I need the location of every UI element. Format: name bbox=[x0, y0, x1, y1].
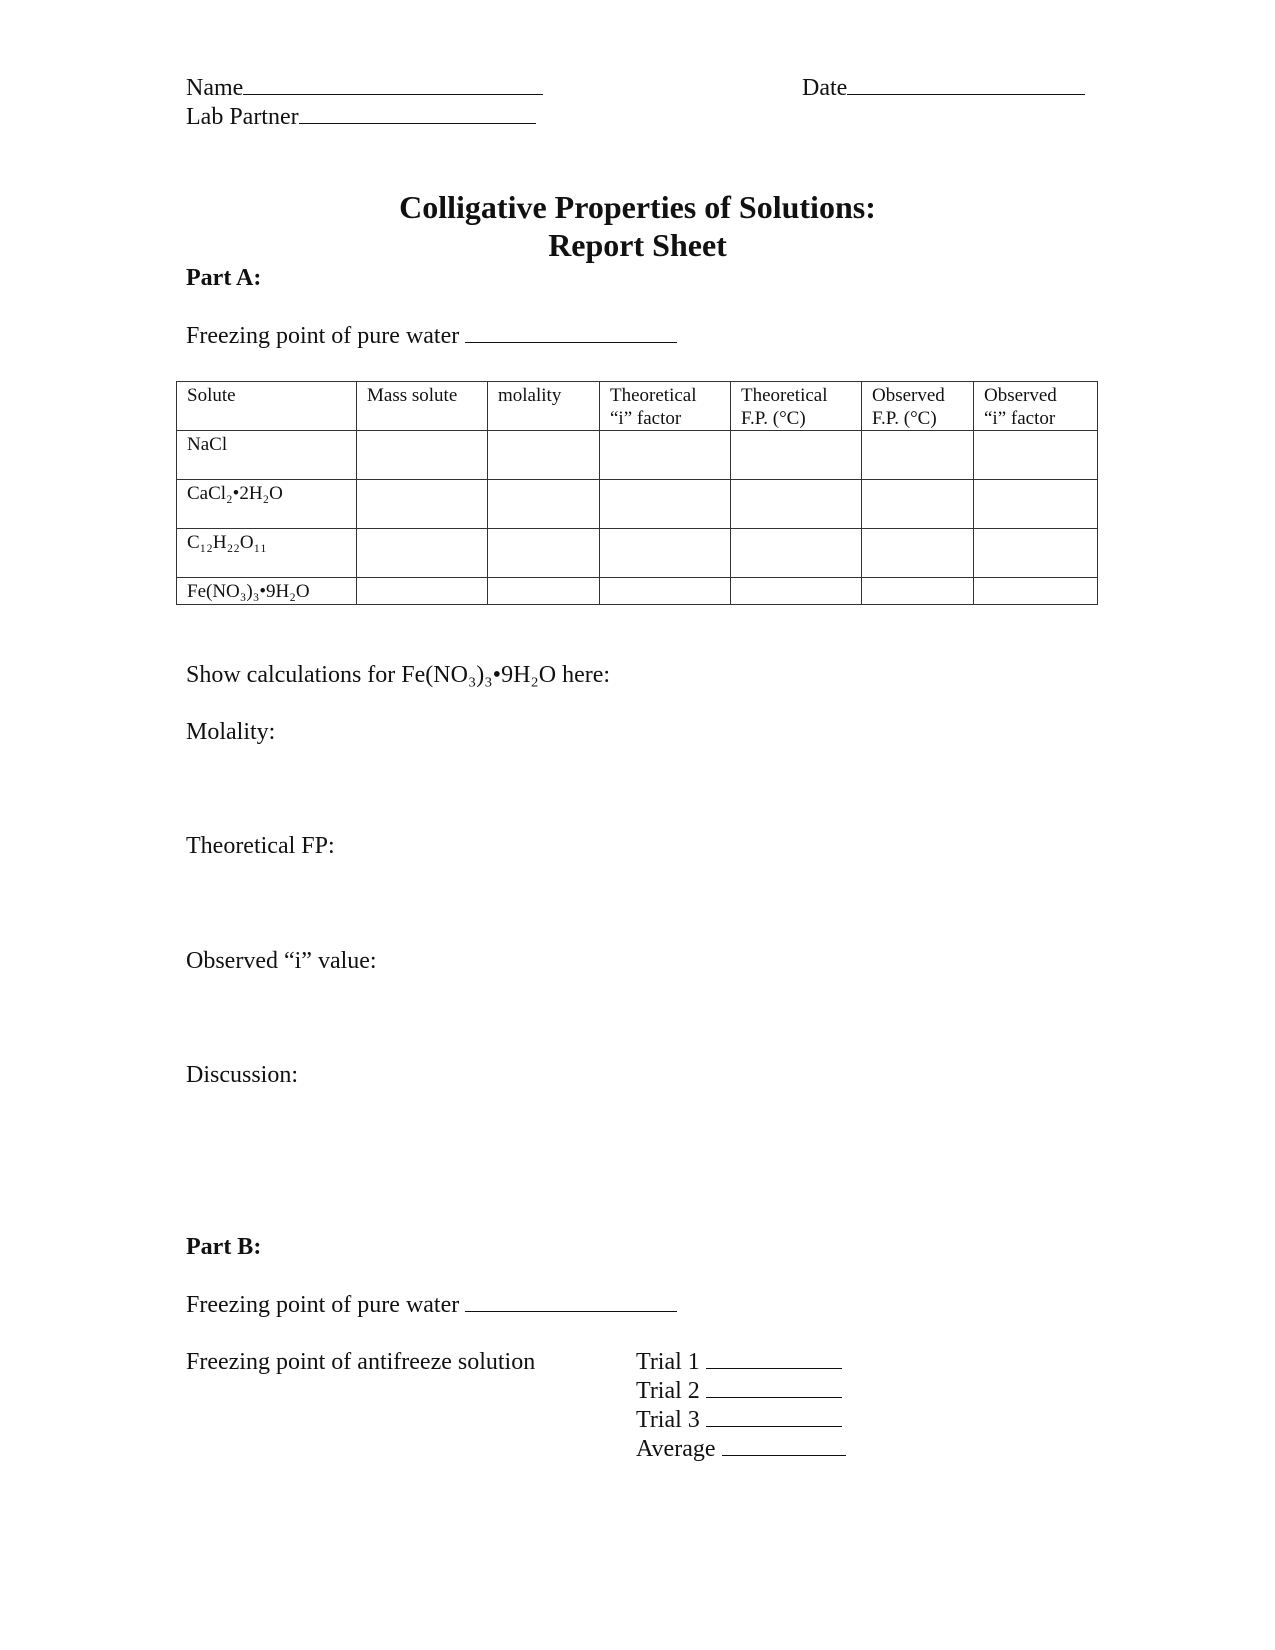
observed-i-label: Observed “i” value: bbox=[186, 948, 377, 974]
part-a-freezing-field[interactable] bbox=[465, 324, 677, 343]
solute-cell: C₁₂H₂₂O₁₁ bbox=[177, 529, 357, 578]
average-row bbox=[636, 1435, 846, 1463]
date-line bbox=[802, 74, 1085, 102]
entry-cell[interactable] bbox=[600, 529, 731, 578]
entry-cell[interactable] bbox=[488, 529, 600, 578]
table-row bbox=[177, 431, 1098, 480]
entry-cell[interactable] bbox=[600, 578, 731, 605]
entry-cell[interactable] bbox=[357, 480, 488, 529]
entry-cell[interactable] bbox=[488, 480, 600, 529]
molality-label: Molality: bbox=[186, 719, 276, 745]
page-title bbox=[0, 188, 1275, 264]
part-b-freezing-line bbox=[186, 1291, 677, 1319]
trial-3-field[interactable] bbox=[706, 1408, 842, 1427]
entry-cell[interactable] bbox=[600, 480, 731, 529]
header-cell: molality bbox=[488, 382, 600, 431]
entry-cell[interactable] bbox=[731, 578, 862, 605]
entry-cell[interactable] bbox=[488, 578, 600, 605]
theoretical-fp-label: Theoretical FP: bbox=[186, 833, 335, 859]
name-line bbox=[186, 74, 543, 102]
entry-cell[interactable] bbox=[974, 578, 1098, 605]
entry-cell[interactable] bbox=[862, 529, 974, 578]
entry-cell[interactable] bbox=[974, 480, 1098, 529]
part-b-freezing-label: Freezing point of pure water bbox=[186, 1292, 460, 1318]
entry-cell[interactable] bbox=[357, 578, 488, 605]
entry-cell[interactable] bbox=[862, 480, 974, 529]
header-cell: Theoretical “i” factor bbox=[600, 382, 731, 431]
part-b-freezing-field[interactable] bbox=[465, 1293, 677, 1312]
discussion-label: Discussion: bbox=[186, 1062, 299, 1088]
table-row bbox=[177, 578, 1098, 605]
entry-cell[interactable] bbox=[974, 431, 1098, 480]
date-field[interactable] bbox=[847, 76, 1085, 95]
average-label: Average bbox=[636, 1436, 716, 1462]
title-line-1: Colligative Properties of Solutions: bbox=[399, 189, 876, 225]
trial-1-field[interactable] bbox=[706, 1350, 842, 1369]
name-field[interactable] bbox=[243, 76, 543, 95]
calc-prompt: Show calculations for Fe(NO₃)₃•9H₂O here: bbox=[186, 662, 611, 688]
entry-cell[interactable] bbox=[488, 431, 600, 480]
entry-cell[interactable] bbox=[974, 529, 1098, 578]
date-label: Date bbox=[802, 75, 848, 101]
trial-label: Trial 1 bbox=[636, 1349, 700, 1375]
solute-table bbox=[176, 381, 1098, 605]
solute-cell: CaCl₂•2H₂O bbox=[177, 480, 357, 529]
entry-cell[interactable] bbox=[862, 431, 974, 480]
antifreeze-label: Freezing point of antifreeze solution bbox=[186, 1349, 536, 1375]
part-a-heading: Part A: bbox=[186, 265, 262, 291]
trial-2-field[interactable] bbox=[706, 1379, 842, 1398]
trial-label: Trial 3 bbox=[636, 1407, 700, 1433]
header-cell: Observed “i” factor bbox=[974, 382, 1098, 431]
solute-cell: Fe(NO₃)₃•9H₂O bbox=[177, 578, 357, 605]
trial-row bbox=[636, 1406, 842, 1434]
table-row bbox=[177, 480, 1098, 529]
partner-label: Lab Partner bbox=[186, 104, 299, 130]
name-label: Name bbox=[186, 75, 244, 101]
header-cell: Solute bbox=[177, 382, 357, 431]
part-a-freezing-line bbox=[186, 322, 677, 350]
entry-cell[interactable] bbox=[731, 529, 862, 578]
entry-cell[interactable] bbox=[731, 431, 862, 480]
partner-line bbox=[186, 103, 536, 131]
part-a-freezing-label: Freezing point of pure water bbox=[186, 323, 460, 349]
trial-row bbox=[636, 1377, 842, 1405]
table-header-row bbox=[177, 382, 1098, 431]
entry-cell[interactable] bbox=[357, 529, 488, 578]
trial-row bbox=[636, 1348, 842, 1376]
partner-field[interactable] bbox=[299, 105, 536, 124]
part-b-heading: Part B: bbox=[186, 1234, 262, 1260]
entry-cell[interactable] bbox=[357, 431, 488, 480]
entry-cell[interactable] bbox=[731, 480, 862, 529]
entry-cell[interactable] bbox=[862, 578, 974, 605]
entry-cell[interactable] bbox=[600, 431, 731, 480]
header-cell: Observed F.P. (°C) bbox=[862, 382, 974, 431]
header-cell: Theoretical F.P. (°C) bbox=[731, 382, 862, 431]
solute-cell: NaCl bbox=[177, 431, 357, 480]
table-row bbox=[177, 529, 1098, 578]
trial-label: Trial 2 bbox=[636, 1378, 700, 1404]
average-field[interactable] bbox=[722, 1437, 846, 1456]
header-cell: Mass solute bbox=[357, 382, 488, 431]
title-line-2: Report Sheet bbox=[548, 227, 727, 263]
